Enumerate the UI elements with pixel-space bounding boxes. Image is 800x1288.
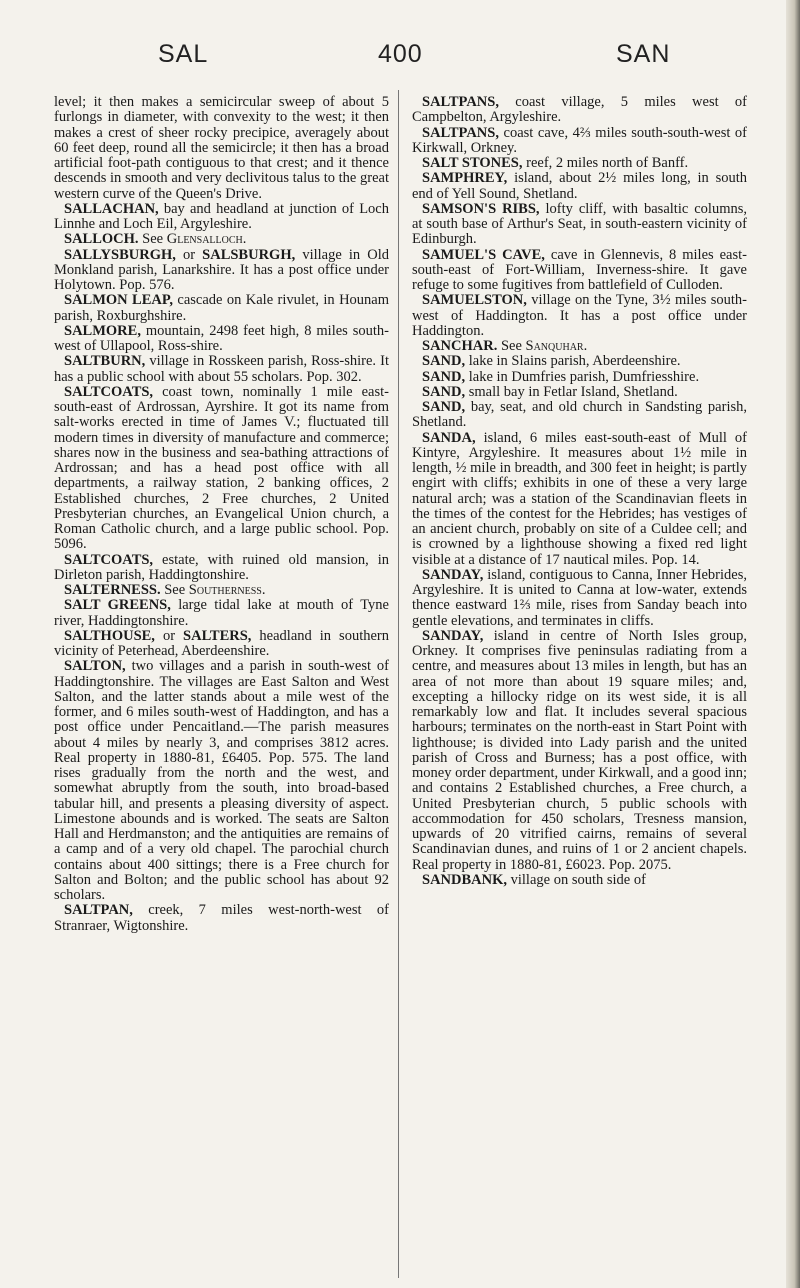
gazetteer-entry [412,370,747,385]
cross-reference: Glensalloch. [166,231,247,248]
gazetteer-entry [412,431,747,568]
gazetteer-entry [412,385,747,400]
entry-headword: SALTCOATS, [64,551,154,568]
entry-text: bay, seat, and old church in Sandsting parish, Shetland. [412,399,747,431]
entry-headword: SALTPAN, [64,902,133,919]
entry-text: island, contiguous to Canna, Inner Hebrides, Argyleshire. It is united to Canna at low-water, extends thence eastward 1⅔ mile, rises from Sanday beach into gentle elevations, and terminates in cliffs. [412,566,747,629]
entry-text: headland in southern vicinity of Peterhead, Aberdeenshire. [54,627,389,659]
gazetteer-entry [54,553,389,584]
entry-headword: SAMUELSTON, [422,292,527,309]
header-right-guide-word: SAN [616,40,671,68]
gazetteer-entry [412,293,747,339]
gazetteer-entry [412,171,747,202]
entry-text: lake in Slains parish, Aberdeenshire. [465,353,681,370]
entry-text: creek, 7 miles west-north-west of Stranraer, Wigtonshire. [54,902,389,934]
gazetteer-entry [54,583,389,598]
gazetteer-entry [412,202,747,248]
entry-headword: SALTHOUSE, [64,627,155,644]
entry-text: small bay in Fetlar Island, Shetland. [465,383,678,400]
entry-headword: SANDAY, [422,566,484,583]
gazetteer-entry [54,324,389,355]
gazetteer-entry [54,598,389,629]
entry-text: level; it then makes a semicircular sweep of about 5 furlongs in diameter, with convexity to the west; it then makes a crest of sheer rocky precipice, averagely about 60 feet deep, round all the semicircle; it then has a broad artificial foot-path contiguous to that crest; and it thence descends in smooth and very declivitous talus to the great western curve of the Queen's Drive. [54,94,389,202]
entry-headword: SALLOCH. [64,231,139,248]
entry-text: island, 6 miles east-south-east of Mull of Kintyre, Argyleshire. It measures about 1½ mile in length, ½ mile in breadth, and 300 feet in height; is partly engirt with cliffs; exhibits in one of these a very large natural arch; was a station of the Scandinavian fleets in the times of the contest for the Hebrides; has vestiges of an ancient church, probably on site of a Culdee cell; and is crowned by a lighthouse showing a fixed red light visible at a distance of 17 nautical miles. Pop. 14. [412,429,747,568]
entry-text: cave in Glennevis, 8 miles east-south-east of Fort-William, Inverness-shire. It gave refuge to some fugitives from battlefield of Culloden. [412,246,747,293]
entry-headword: SANDBANK, [422,871,507,888]
entry-headword: SANDA, [422,429,476,446]
entry-text: two villages and a parish in south-west of Haddingtonshire. The villages are East Salton and West Salton, and the latter stands about a mile west of the former, and 6 miles south-west of Haddington, and has a post office under Pencaitland.—The parish measures about 4 miles by nearly 3, and comprises 3812 acres. Real property in 1880-81, £6405. Pop. 575. The land rises gradually from the north and the west, and somewhat abruptly from the south, into broad-based tabular hill, and presents a pleasing diversity of aspect. Limestone abounds and is worked. The seats are Salton Hall and Herdmanston; and the antiquities are remains of a camp and of a very old chapel. The parochial church contains about 400 sittings; there is a Free church for Salton and Bolton; and the public school has about 92 scholars. [54,658,389,903]
entry-headword: SAND, [422,353,466,370]
gazetteer-entry [412,354,747,369]
entry-text: large tidal lake at mouth of Tyne river, Haddingtonshire. [54,597,389,629]
gazetteer-entry [54,659,389,903]
entry-text: island in centre of North Isles group, Orkney. It comprises five peninsulas radiating from a centre, and measures about 13 miles in length, but has an area of not more than about 19 square miles; and, excepting a hillocky ridge on its west side, it is all remarkably low and flat. It includes several spacious harbours; terminates on the north-east in Start Point with lighthouse; is divided into Lady parish and the united parish of Cross and Burness; has a post office, with money order department, under Kirkwall, and a good inn; and contains 2 Established churches, a Free church, a United Presbyterian church, 5 public schools with accommodation for 450 scholars, Tresness mansion, upwards of 20 vitrified cairns, remains of several Scandinavian dunes, and ruins of 1 or 2 ancient chapels. Real property in 1880-81, £6023. Pop. 2075. [412,627,748,873]
entry-headword: SALTPANS, [422,124,499,141]
entry-text: or [154,627,184,644]
gazetteer-entry [54,385,389,553]
entry-headword: SALTPANS, [422,94,499,110]
entry-text: coast town, nominally 1 mile east-south-east of Ardrossan, Ayrshire. It got its name from salt-works erected in time of James V.; fluctuated till modern times in diversity of manufacture and commerce; shares now in the business and sea-bathing attractions of Ardrossan; and has a head post office with all departments, a railway station, 2 banking offices, 2 Established churches, 2 Free churches, 2 United Presbyterian churches, an Evangelical Union church, a Roman Catholic church, and a large public school. Pop. 5096. [54,383,389,553]
entry-text: coast cave, 4⅔ miles south-south-west of Kirkwall, Orkney. [412,124,747,156]
entry-headword: SALSBURGH, [202,246,296,263]
entry-text: mountain, 2498 feet high, 8 miles south-west of Ullapool, Ross-shire. [54,322,389,354]
gazetteer-entry [412,568,747,629]
header-left-guide-word: SAL [158,40,209,68]
entry-headword: SALTERS, [183,627,252,644]
entry-headword: SAMPHREY, [422,170,508,187]
entry-headword: SALTERNESS. [64,582,161,598]
entry-text: village on south side of [507,871,646,888]
gazetteer-entry [54,354,389,385]
entry-text: estate, with ruined old mansion, in Dirleton parish, Haddingtonshire. [54,551,389,583]
gazetteer-entry [54,293,389,324]
gazetteer-entry [412,339,747,354]
gazetteer-entry [54,248,389,294]
entry-headword: SALT GREENS, [64,597,171,614]
gazetteer-entry [54,232,389,247]
entry-headword: SAMSON'S RIBS, [422,200,540,217]
entry-headword: SALLYSBURGH, [64,246,176,263]
gazetteer-entry [54,95,389,202]
entry-headword: SANDAY, [422,627,484,644]
cross-reference: Southerness. [188,582,266,598]
gazetteer-entry [412,156,747,171]
entry-text: or [175,246,203,263]
gazetteer-entry [412,248,747,294]
entry-headword: SALT STONES, [422,155,523,171]
entry-text: See [497,338,526,354]
entry-headword: SALTON, [64,658,126,675]
entry-headword: SANCHAR. [422,338,498,354]
entry-headword: SALTCOATS, [64,383,154,400]
entry-headword: SALMON LEAP, [64,292,174,309]
page-number: 400 [378,40,423,68]
entry-headword: SAND, [422,399,466,415]
entry-text: bay and headland at junction of Loch Linnhe and Loch Eil, Argyleshire. [54,200,389,232]
entry-text: See [160,582,189,598]
entry-text: island, about 2½ miles long, in south end of Yell Sound, Shetland. [412,170,747,202]
entry-headword: SAMUEL'S CAVE, [422,246,545,263]
page-edge [786,0,800,1288]
entry-text: village on the Tyne, 3½ miles south-west of Haddington. It has a post office under Haddington. [412,292,747,339]
entry-text: lofty cliff, with basaltic columns, at south base of Arthur's Seat, in south-eastern vicinity of Edinburgh. [412,200,747,248]
right-column [412,95,747,888]
entry-text: lake in Dumfries parish, Dumfriesshire. [465,368,700,385]
left-column [54,95,389,934]
gazetteer-entry [412,126,747,157]
entry-text: village in Old Monkland parish, Lanarkshire. It has a post office under Holytown. Pop. 576. [54,246,389,293]
entry-text: See [138,231,167,248]
entry-headword: SALMORE, [64,322,141,339]
gazetteer-entry [412,400,747,431]
gazetteer-entry [412,873,747,888]
entry-text: reef, 2 miles north of Banff. [522,155,689,171]
cross-reference: Sanquhar. [525,338,588,354]
entry-text: coast village, 5 miles west of Campbelton, Argyleshire. [412,94,747,126]
column-divider [398,90,399,1278]
entry-text: village in Rosskeen parish, Ross-shire. It has a public school with about 55 scholars. Pop. 302. [54,353,389,385]
gazetteer-entry [54,629,389,660]
entry-headword: SAND, [422,383,466,400]
gazetteer-entry [54,903,389,934]
gazetteer-entry [54,202,389,233]
gazetteer-entry [412,95,747,126]
entry-text: cascade on Kale rivulet, in Hounam parish, Roxburghshire. [54,292,390,324]
entry-headword: SALTBURN, [64,353,146,370]
gazetteer-entry [412,629,747,873]
entry-headword: SAND, [422,368,466,385]
page-header [0,40,800,80]
entry-headword: SALLACHAN, [64,200,159,217]
